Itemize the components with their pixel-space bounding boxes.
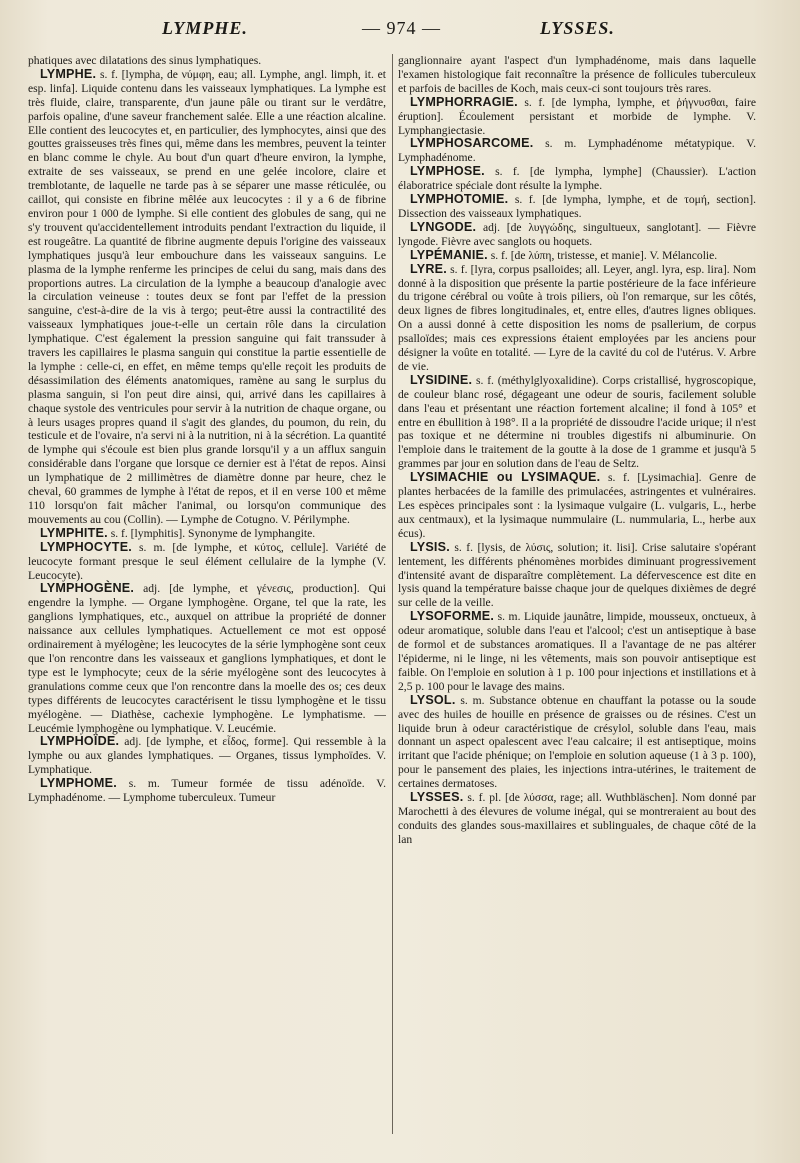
dictionary-entry [398,54,756,96]
entry-text: s. f. [de lympha, lymphe, et ῥήγνυσθαι, faire éruption]. Écoulement persistant et morbide de lymphe. V. Lymphangiectasie. [398,95,756,137]
entry-text: s. f. pl. [de λύσσα, rage; all. Wuthbläschen]. Nom donné par Marochetti à des élevures de volume inégal, qui se montreraient au bout des conduits des glandes sous-maxillaires et sublinguales, de chaque côté de la lan [398,791,756,846]
entry-headword: LYMPHOSE. [410,164,485,179]
header-last-word: LYSSES. [540,18,615,38]
entry-headword: LYMPHOÏDE. [40,734,120,749]
dictionary-entry [398,249,756,263]
dictionary-entry [398,791,756,847]
dictionary-entry [398,96,756,138]
entry-text: adj. [de λυγγώδης, singultueux, sanglotant]. — Fièvre lyngode. Fièvre avec sanglots ou hoquets. [398,220,756,248]
entry-text: ganglionnaire ayant l'aspect d'un lymphadénome, mais dans laquelle l'examen histologique fait reconnaître la présence de follicules tuberculeux et parfois de bacilles de Koch, mais ceux-ci sont toujours très rares. [398,54,756,95]
entry-headword: LYSOL. [410,692,456,707]
entry-headword: LYSIS. [410,539,450,554]
dictionary-entry [398,221,756,249]
entry-headword: LYMPHE. [40,66,97,81]
entry-text: s. f. [Lysimachia]. Genre de plantes herbacées de la famille des primulacées, astringentes et vulnéraires. Les espèces principales sont : la lysimaque vulgaire (L. vulgaris, L., herbe aux centmaux), et la lysimaque nummulaire (L. nummularia, L., herbe aux écus). [398,471,756,540]
entry-headword: LYSSES. [410,790,464,805]
dictionary-entry [398,193,756,221]
page-number: — 974 — [362,18,441,38]
entry-headword: LYMPHOGÈNE. [40,581,135,596]
entry-text: s. f. [lysis, de λύσις, solution; it. lisi]. Crise salutaire s'opérant lentement, les différents phénomènes morbides diminuant progressivement d'intensité avant de disparaître complètement. La défervescence est dite en lysis quand la température baisse chaque jour de quelques dixièmes de degré sur celle de la veille. [398,540,756,610]
dictionary-entry [398,471,756,541]
entry-headword: LYMPHITE. [40,525,108,540]
entry-text: s. f. [lympha, de νύμφη, eau; all. Lymphe, angl. limph, it. et esp. linfa]. Liquide contenu dans les vaisseaux lymphatiques. La lymphe est très fluide, claire, transparente, d'un jaune pâle ou tirant sur le verdâtre, parfois opaline, d'une saveur franchement salée. Elle a une réaction alcaline. Elle contient des leucocytes et, en particulier, des lymphocytes, ainsi que des gouttes graisseuses très fines qui, même dans les membres, peuvent la teinter en blanc comme le chyle. Au bout d'un quart d'heure environ, la lymphe, extraite de ses vaisseaux, se prend en une gelée incolore, claire et tremblotante, de laquelle ne tarde pas à se séparer une masse réticulée, ou caillot, qui consiste en fibrine mêlée aux leucocytes : il y a 6 de fibrine environ pour 1 000 de lymphe. Si elle contient des globules de sang, qui ne s'y trouvent qu'accidentellement introduits pendant l'extraction du liquide, il est rougeâtre. La quantité de fibrine augmente depuis l'origine des vaisseaux lymphatiques jusqu'à leur embouchure dans les vaisseaux sanguins. Le plasma de la lymphe renferme les principes de celui du sang, mais dans des proportions autres. La circulation de la lymphe a beaucoup d'analogie avec la circulation veineuse : toutes deux se font par l'effet de la pression sanguine, c'est-à-dire de la vis à tergo; peut-être aussi la contractilité des vaisseaux lymphatiques joue-t-elle un certain rôle dans la circulation lymphatique. C'est également la pression sanguine qui fait transsuder à travers les capillaires le plasma sanguin qui constitue la partie essentielle de la lymphe : celle-ci, en effet, en même temps qu'elle reçoit les produits de désassimilation des éléments anatomiques, ramène au sang le surplus du plasma sanguin, si l'on peut dire ainsi, qui, arrivé dans les capillaires à chaque systole des ventricules pour servir à la nutrition de chaque organe, ou à leurs usages propres quand il s'agit des glandes, du poumon, du rein, du testicule et de l'ovaire, n'a servi ni à la nutrition, ni à la sécrétion. La quantité de lymphe qui s'écoule est bien plus grande lorsqu'il y a un afflux sanguin considérable dans l'organe que lorsque ce dernier est à l'état de repos. Ainsi un lymphatique de 2 millimètres de diamètre donne par heure, chez le cheval, 60 grammes de lymphe à l'état de repos, et il en verse 100 et même 110 lorsqu'on fait mâcher l'animal, ou lorsqu'on communique des mouvements au cou (Collin). — Lymphe de Cotugno. V. Périlymphe. [28,67,386,526]
dictionary-entry [398,610,756,693]
entry-text: s. m. Tumeur formée de tissu adénoïde. V. Lymphadénome. — Lymphome tuberculeux. Tumeur [28,777,386,805]
dictionary-entry [398,263,756,374]
entry-headword: LYSOFORME. [410,609,495,624]
entry-headword: LYSIDINE. [410,372,473,387]
entry-text: s. m. Lymphadénome métatypique. V. Lymphadénome. [398,137,756,165]
entry-headword: LYMPHORRAGIE. [410,94,518,109]
dictionary-entry [28,582,386,735]
entry-headword: LYSIMACHIE ou LYSIMAQUE. [410,470,601,485]
entry-text: s. f. (méthylglyoxalidine). Corps cristallisé, hygroscopique, de couleur blanc rosé, dégageant une odeur de souris, facilement soluble dans l'eau et présentant une réaction fortement alcaline; il fond à 105° et entre en ébullition à 198°. Il a la propriété de dissoudre l'acide urique; il n'est pas toxique et ne détermine ni troubles digestifs ni albuminurie. On l'emploie dans le traitement de la goutte à la dose de 1 gramme et jusqu'à 5 grammes par jour en solution dans de l'eau de Seltz. [398,373,756,471]
dictionary-entry [398,374,756,471]
entry-text: s. f. [de lympha, lymphe] (Chaussier). L'action élaboratrice spéciale dont résulte la lymphe. [398,165,756,193]
entry-text: s. m. Substance obtenue en chauffant la potasse ou la soude avec des huiles de houille en présence de graisses ou de résines. C'est un liquide brun à odeur caractéristique de crésylol, soluble dans l'eau, mais donnant un aspect opalescent avec l'eau calcaire; il est antiseptique, moins irritant que l'acide phénique; on l'emploie en solution aqueuse (1 à 3 p. 100), pour le pansement des plaies, les injections intra-utérines, le traitement de certaines dermatoses. [398,693,756,791]
dictionary-entry [28,68,386,527]
dictionary-entry [398,694,756,791]
entry-text: s. m. Liquide jaunâtre, limpide, mousseux, onctueux, à odeur aromatique, soluble dans l'eau et l'alcool; c'est un antiseptique à base de formol et de substances aromatiques. Il a l'avantage de ne pas altérer l'épiderme, ni le linge, ni les vêtements, mais son pouvoir antiseptique est faible. On l'emploie en solution à 1 p. 100 pour injections et instillations et à 2,5 p. 100 pour le lavage des mains. [398,610,756,693]
dictionary-entry [398,165,756,193]
right-column [398,54,756,1154]
dictionary-entry [28,777,386,805]
entry-text: phatiques avec dilatations des sinus lymphatiques. [28,54,262,67]
entry-text: s. f. [de lympha, lymphe, et de τομή, section]. Dissection des vaisseaux lymphatiques. [398,193,756,220]
entry-text: adj. [de lymphe, et εἶδος, forme]. Qui ressemble à la lymphe ou aux glandes lymphatiques. — Organes, tissus lymphoïdes. V. Lymphatique. [28,735,386,777]
entry-headword: LYRE. [410,261,447,276]
dictionary-entry [28,54,386,68]
entry-text: adj. [de lymphe, et γένεσις, production]. Qui engendre la lymphe. — Organe lymphogène. Organe, tel que la rate, les ganglions lymphatiques, etc., auxquel on attribue la propriété de donner naissance aux cellules lymphatiques. Actuellement ce mot est opposé ordinairement à myélogène; les leucocytes de la série lymphogène sont ceux que l'on rencontre dans les vaisseaux et ganglions lymphatiques, et dont le type est le lymphocyte; ceux de la série myélogène sont des leucocytes à granulations comme ceux que l'on rencontre dans la moelle des os; ces deux types différents de leucocytes caractérisent le tissu lymphogène et le tissu myélogène. — Diathèse, cachexie lymphogène. Le lymphatisme. — Leucémie lymphogène ou lymphatique. V. Leucémie. [28,582,386,735]
entry-headword: LYMPHOSARCOME. [410,136,534,151]
page-header [0,18,800,48]
dictionary-entry [398,541,756,611]
header-first-word: LYMPHE. [162,18,248,38]
entry-headword: LYNGODE. [410,219,477,234]
entry-headword: LYMPHOCYTE. [40,539,133,554]
column-divider [392,54,393,1134]
dictionary-entry [398,137,756,165]
left-column [28,54,386,1154]
entry-headword: LYMPHOTOMIE. [410,192,509,207]
entry-headword: LYMPHOME. [40,776,117,791]
entry-text: s. m. [de lymphe, et κύτος, cellule]. Variété de leucocyte formant presque le seul élément cellulaire de la lymphe (V. Leucocyte). [28,540,386,582]
entry-headword: LYPÉMANIE. [410,247,488,262]
dictionary-entry [28,541,386,583]
entry-text: s. f. [lymphitis]. Synonyme de lymphangite. [110,526,316,540]
entry-text: s. f. [lyra, corpus psalloides; all. Leyer, angl. lyra, esp. lira]. Nom donné à la disposition que présente la partie postérieure de la face inférieure du trigone cérébral ou voûte à trois piliers, où l'on remarque, sur les côtés, deux lignes de fibres longitudinales, et, entre elles, d'autres lignes obliques. On a aussi donné à cette disposition les noms de psallerium, de corpus psalloïdes; mais ces expressions étaient employées par les anciens pour désigner la voûte en totalité. — Lyre de la cavité du col de l'utérus. V. Arbre de vie. [398,262,756,373]
entry-text: s. f. [de λύπη, tristesse, et manie]. V. Mélancolie. [490,248,718,262]
dictionary-entry [28,527,386,541]
dictionary-entry [28,735,386,777]
